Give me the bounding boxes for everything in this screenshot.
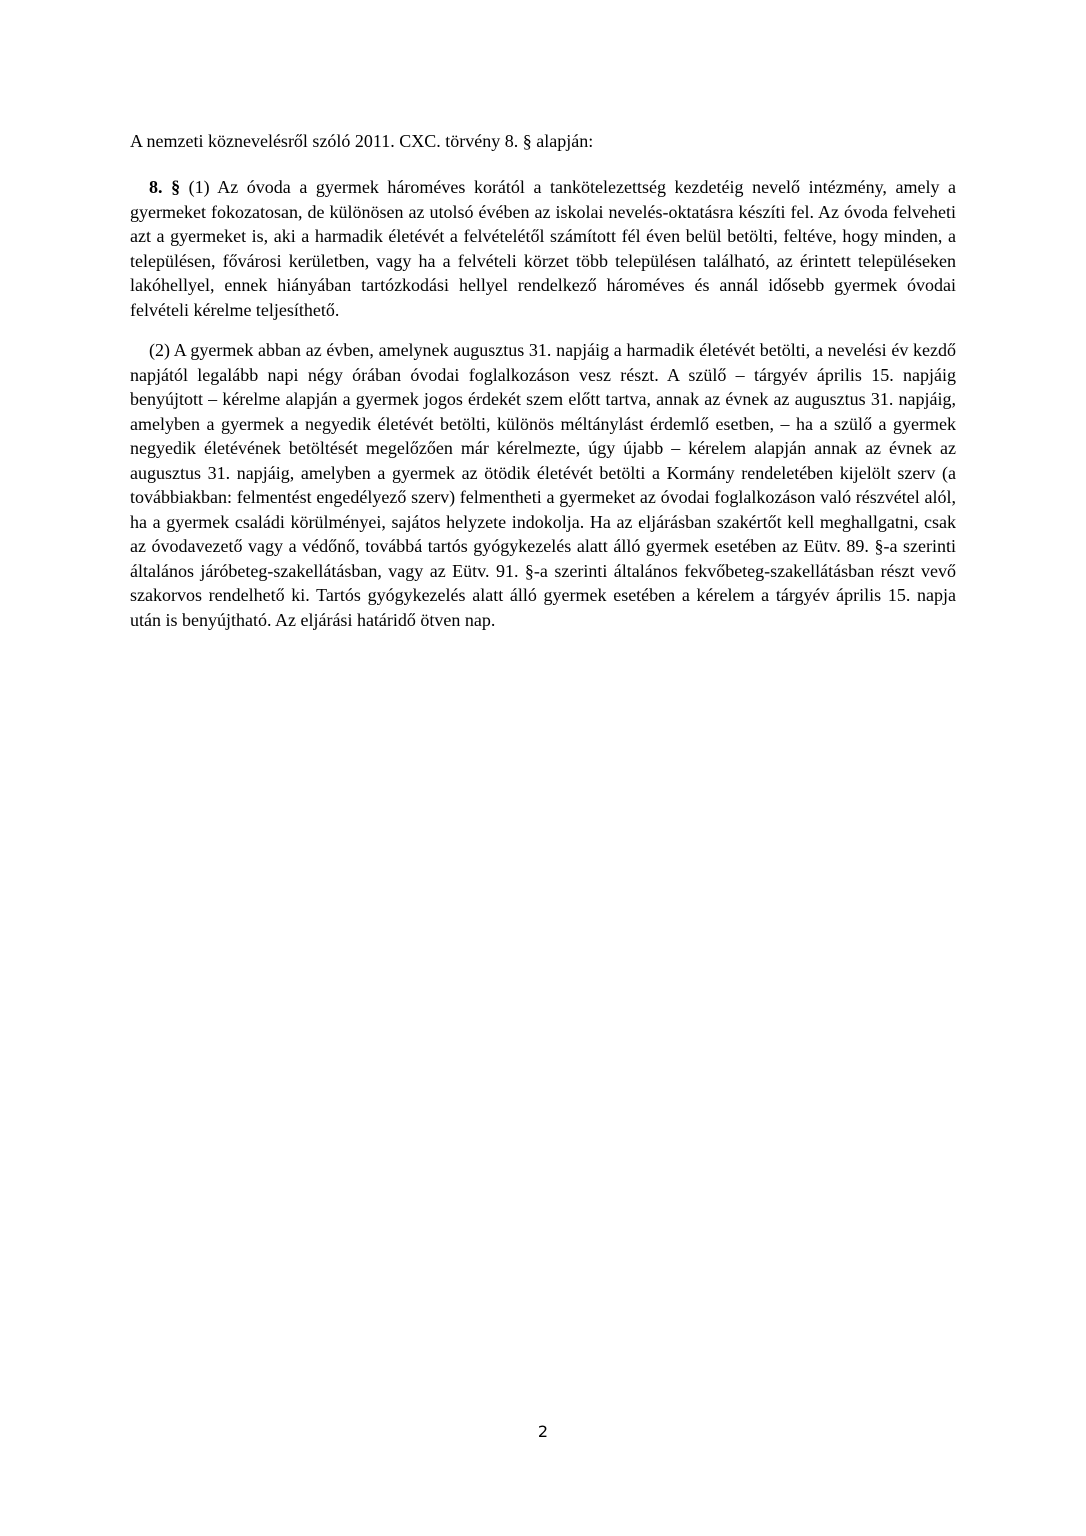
intro-line: A nemzeti köznevelésről szóló 2011. CXC. törvény 8. § alapján: bbox=[130, 131, 594, 151]
section-number: 8. § bbox=[149, 177, 181, 197]
page-number: 2 bbox=[537, 1422, 549, 1441]
page-body bbox=[130, 129, 956, 648]
paragraph-1-text: (1) Az óvoda a gyermek hároméves korától a tankötelezettség kezdetéig nevelő intézmény, amely a gyermeket fokozatosan, de különösen az utolsó évében az iskolai nevelés-oktatásra készíti fel. Az óvoda felveheti azt a gyermeket is, aki a harmadik életévét a felvételétől számított fél éven belül betölti, feltéve, hogy minden, a településen, fővárosi kerületben, vagy ha a felvételi körzet több településen található, az érintett településeken lakóhellyel, ennek hiányában tartózkodási hellyel rendelkező hároméves és annál idősebb gyermek óvodai felvételi kérelme teljesíthető. bbox=[130, 177, 957, 320]
section-8-paragraph-2: (2) A gyermek abban az évben, amelynek augusztus 31. napjáig a harmadik életévét betölti, a nevelési év kezdő napjától legalább napi négy órában óvodai foglalkozáson vesz részt. A szülő – tárgyév április 15. napjáig benyújtott – kérelme alapján a gyermek jogos érdekét szem előtt tartva, annak az évnek az augusztus 31. napjáig, amelyben a gyermek a negyedik életévét betölti, különös méltánylást érdemlő esetben, – ha a szülő a gyermek negyedik életévének betöltését megelőzően már kérelmezte, úgy újabb – kérelem alapján annak az évnek az augusztus 31. napjáig, amelyben a gyermek az ötödik életévét betölti a Kormány rendeletében kijelölt szerv (a továbbiakban: felmentést engedélyező szerv) felmentheti a gyermeket az óvodai foglalkozáson való részvétel alól, ha a gyermek családi körülményei, sajátos helyzete indokolja. Ha az eljárásban szakértőt kell meghallgatni, csak az óvodavezető vagy a védőnő, továbbá tartós gyógykezelés alatt álló gyermek esetében az Eütv. 89. §-a szerinti általános járóbeteg-szakellátásban, vagy az Eütv. 91. §-a szerinti általános fekvőbeteg-szakellátásban részt vevő szakorvos rendelhető ki. Tartós gyógykezelés alatt álló gyermek esetében a kérelem a tárgyév április 15. napja után is benyújtható. Az eljárási határidő ötven nap. bbox=[130, 340, 956, 630]
section-8-paragraph-1 bbox=[130, 175, 956, 322]
